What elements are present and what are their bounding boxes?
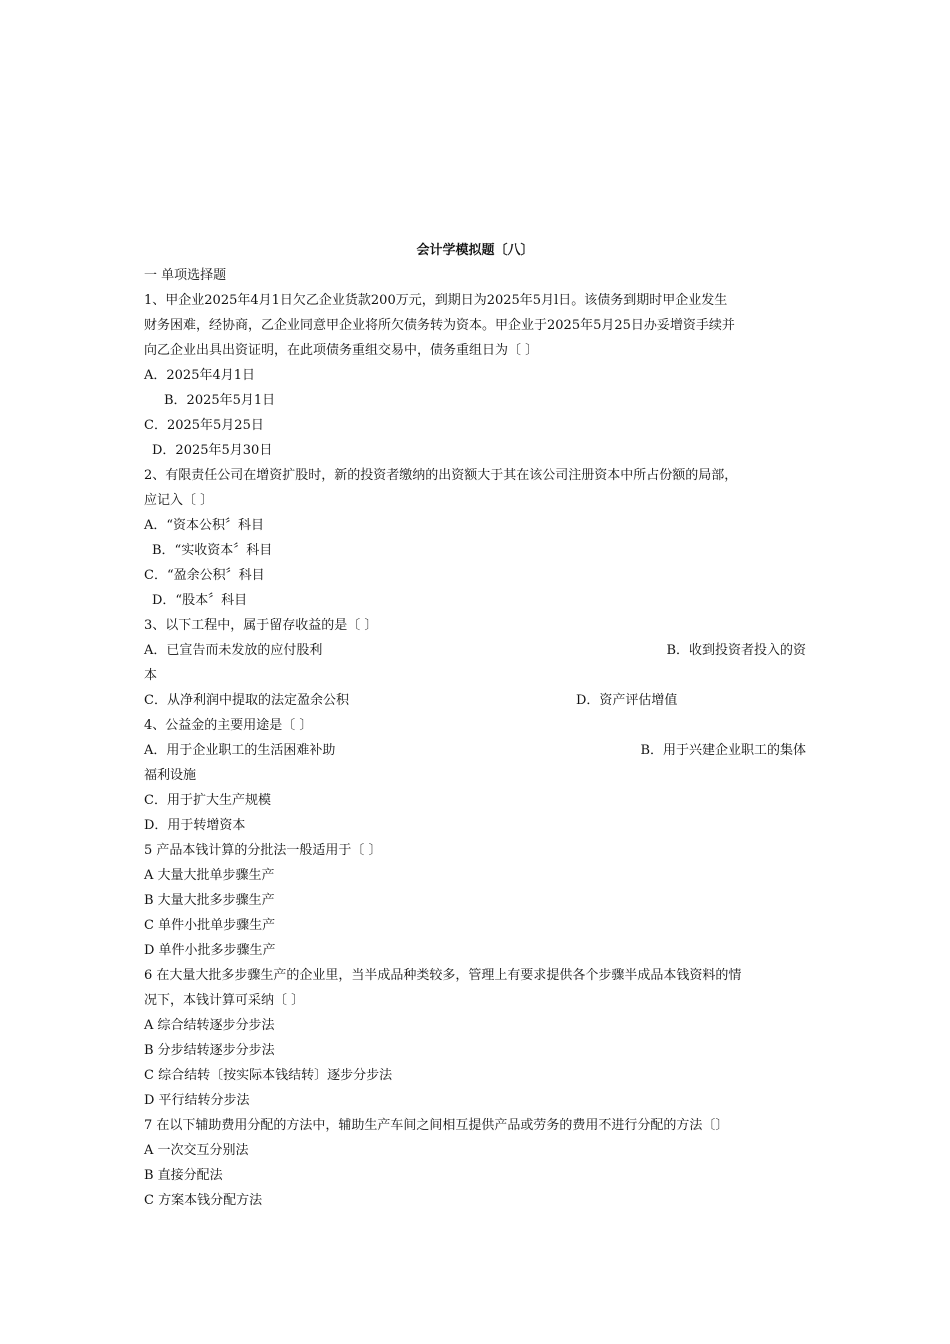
question-7-line-1: 7 在以下辅助费用分配的方法中，辅助生产车间之间相互提供产品或劳务的费用不进行分配的方法〔〕 bbox=[144, 1118, 729, 1133]
document-page bbox=[144, 238, 806, 1213]
question-6-option-c: C 综合结转〔按实际本钱结转〕逐步分步法 bbox=[144, 1068, 393, 1083]
question-3-line-1: 3、以下工程中，属于留存收益的是〔 〕 bbox=[144, 618, 378, 633]
question-4-option-d: D．用于转增资本 bbox=[144, 818, 246, 833]
question-4-option-a: A．用于企业职工的生活困难补助 bbox=[144, 743, 336, 758]
question-5-option-a: A 大量大批单步骤生产 bbox=[144, 868, 275, 883]
question-3-option-a: A．已宣告而未发放的应付股利 bbox=[144, 643, 323, 658]
question-6-option-d: D 平行结转分步法 bbox=[144, 1093, 250, 1108]
question-2-option-a: A．“资本公积〞科目 bbox=[144, 518, 265, 533]
question-5-line-1: 5 产品本钱计算的分批法一般适用于〔 〕 bbox=[144, 843, 382, 858]
question-4-option-b-continued: 福利设施 bbox=[144, 768, 197, 783]
question-2-option-d: D．“股本〞科目 bbox=[152, 593, 248, 608]
question-6-line-1: 6 在大量大批多步骤生产的企业里，当半成品种类较多，管理上有要求提供各个步骤半成品本钱资料的情 bbox=[144, 968, 742, 983]
question-1-option-c: C．2025年5月25日 bbox=[144, 418, 264, 433]
question-5-option-c: C 单件小批单步骤生产 bbox=[144, 918, 276, 933]
question-6-option-a: A 综合结转逐步分步法 bbox=[144, 1018, 275, 1033]
question-6-line-2: 况下，本钱计算可采纳〔 〕 bbox=[144, 993, 305, 1008]
question-3-option-b-continued: 本 bbox=[144, 668, 158, 683]
question-3-option-c: C．从净利润中提取的法定盈余公积 bbox=[144, 693, 349, 708]
question-5-option-d: D 单件小批多步骤生产 bbox=[144, 943, 276, 958]
question-4-option-c: C．用于扩大生产规模 bbox=[144, 793, 271, 808]
section-heading: 一 单项选择题 bbox=[144, 268, 227, 283]
question-4-option-b: B．用于兴建企业职工的集体 bbox=[640, 743, 806, 758]
question-2-option-b: B．“实收资本〞科目 bbox=[152, 543, 273, 558]
question-1-line-3: 向乙企业出具出资证明，在此项债务重组交易中，债务重组日为〔 〕 bbox=[144, 343, 539, 358]
question-3-options-ab bbox=[144, 638, 806, 663]
question-1-option-b: B．2025年5月1日 bbox=[164, 393, 276, 408]
question-2-line-2: 应记入〔 〕 bbox=[144, 493, 214, 508]
question-1-line-1: 1、甲企业2025年4月1日欠乙企业货款200万元，到期日为2025年5月l日。该债务到期时甲企业发生 bbox=[144, 293, 728, 308]
question-3-option-d: D．资产评估增值 bbox=[576, 693, 678, 708]
question-7-option-b: B 直接分配法 bbox=[144, 1168, 223, 1183]
question-2-line-1: 2、有限责任公司在增资扩股时，新的投资者缴纳的出资额大于其在该公司注册资本中所占份额的局部， bbox=[144, 468, 738, 483]
question-7-option-a: A 一次交互分别法 bbox=[144, 1143, 249, 1158]
document-title: 会计学模拟题〔八〕 bbox=[416, 243, 534, 258]
question-3-option-b: B．收到投资者投入的资 bbox=[666, 643, 806, 658]
question-3-options-cd bbox=[144, 688, 806, 713]
question-4-line-1: 4、公益金的主要用途是〔 〕 bbox=[144, 718, 313, 733]
question-7-option-c: C 方案本钱分配方法 bbox=[144, 1193, 263, 1208]
question-6-option-b: B 分步结转逐步分步法 bbox=[144, 1043, 275, 1058]
question-2-option-c: C．“盈余公积〞科目 bbox=[144, 568, 265, 583]
question-5-option-b: B 大量大批多步骤生产 bbox=[144, 893, 275, 908]
question-4-options-ab bbox=[144, 738, 806, 763]
question-1-option-a: A．2025年4月1日 bbox=[144, 368, 256, 383]
question-1-line-2: 财务困难，经协商，乙企业同意甲企业将所欠债务转为资本。甲企业于2025年5月25日办妥增资手续并 bbox=[144, 318, 735, 333]
question-1-option-d: D．2025年5月30日 bbox=[152, 443, 273, 458]
